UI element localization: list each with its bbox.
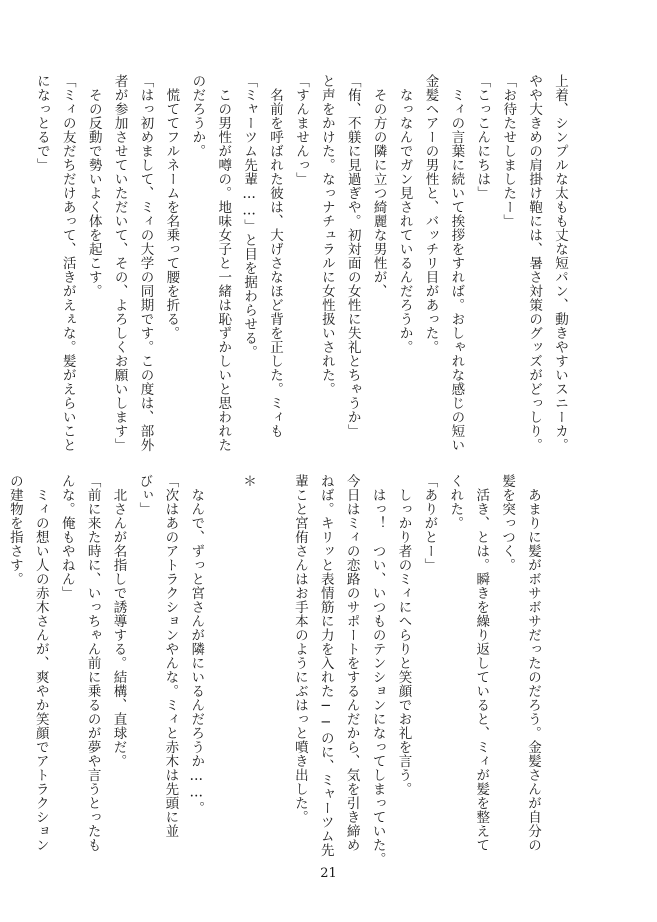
text-line: はっ！ つい、いつものテンションになってしまっていた。 [369, 474, 386, 866]
scene-break: ＊ [240, 474, 257, 488]
text-line: 名前を呼ばれた彼は、大げさなほど背を正した。ミィも [267, 74, 284, 438]
text-block-lower [6, 474, 545, 866]
text-line: 今日はミィの恋路のサポートをするんだから、気を引き締め [343, 474, 360, 852]
text-line: 髪を突っつく。 [499, 474, 516, 572]
text-line: 上着、シンプルな太もも丈な短パン、動きやすいスニーカ。 [552, 74, 568, 452]
text-line: のだろうか。 [189, 74, 206, 158]
text-line: 「お待たせしましたー」 [500, 74, 517, 228]
text-line: ねば。キリッと表情筋に力を入れた──のに、ミャーツム先 [317, 474, 334, 857]
text-line: の建物を指さす。 [6, 474, 23, 586]
text-line: 輩こと宮侑さんはお手本のようにぶはっと噴き出した。 [291, 474, 308, 824]
text-line: ミィの言葉に続いて挨拶をすれば。おしゃれな感じの短い [448, 74, 465, 452]
text-line: その反動で勢いよく体を起こす。 [85, 74, 102, 298]
text-line: やや大きめの肩掛け鞄には、暑さ対策のグッズがどっしり。 [526, 74, 543, 452]
text-line: 活き、とは。瞬きを繰り返していると、ミィが髪を整えて [473, 474, 490, 852]
text-line: になっとるで」 [33, 74, 50, 172]
text-line: 「ミャーツム先輩……」と目を据わらせる。 [241, 74, 258, 359]
text-block-upper [33, 74, 572, 452]
text-line: なんで、ずっと宮さんが隣にいるんだろうか……。 [188, 474, 205, 815]
text-line: 「こっこんにちは」 [474, 74, 491, 200]
text-line: 「すんませんっ」 [292, 74, 309, 186]
text-line: 「次はあのアトラクションやんな。ミィと赤木は先頭に並 [162, 474, 179, 838]
text-line: 「ありがとー」 [421, 474, 438, 572]
text-line: くれた。 [447, 474, 464, 530]
text-line: 「前に来た時に、いっちゃん前に乗るのが夢や言うとったも [84, 474, 101, 852]
text-line: ミィの想い人の赤木さんが、爽やか笑顔でアトラクション [32, 474, 49, 852]
blank-line [260, 474, 286, 814]
page-number: 21 [320, 866, 337, 881]
text-line: 慌ててフルネームを名乗って腰を折る。 [163, 74, 180, 340]
text-line: あまりに髪がボサボサだったのだろう。金髪さんが自分の [525, 474, 541, 852]
text-line: 北さんが名指しで誘導する。結構、直球だ。 [110, 474, 127, 768]
text-line: びぃ」 [136, 474, 153, 516]
text-line: 者が参加させていただいて、その、よろしくお願いします」 [111, 74, 128, 452]
blank-line [208, 474, 234, 814]
text-line: 金髪ヘアーの男性と、バッチリ目があった。 [422, 74, 439, 354]
text-line: んな。俺もやねん」 [58, 474, 75, 600]
text-line: 「侑、不躾に見過ぎや。初対面の女性に失礼とちゃうか」 [344, 74, 361, 438]
text-line: 「ミィの友だちだけあって、活きがえぇな。髪がえらいこと [59, 74, 76, 452]
text-line: しっかり者のミィにへらりと笑顔でお礼を言う。 [395, 474, 412, 796]
text-line: と声をかけた。なっナチュラルに女性扱いされた。 [318, 74, 335, 396]
text-line: その方の隣に立つ綺麗な男性が、 [370, 74, 387, 298]
text-line: この男性が噂の。地味女子と一緒は恥ずかしいと思われた [215, 74, 232, 452]
text-line: 「はっ初めまして、ミィの大学の同期です。この度は、部外 [137, 74, 154, 452]
text-line: なっなんでガン見されているんだろうか。 [396, 74, 413, 354]
